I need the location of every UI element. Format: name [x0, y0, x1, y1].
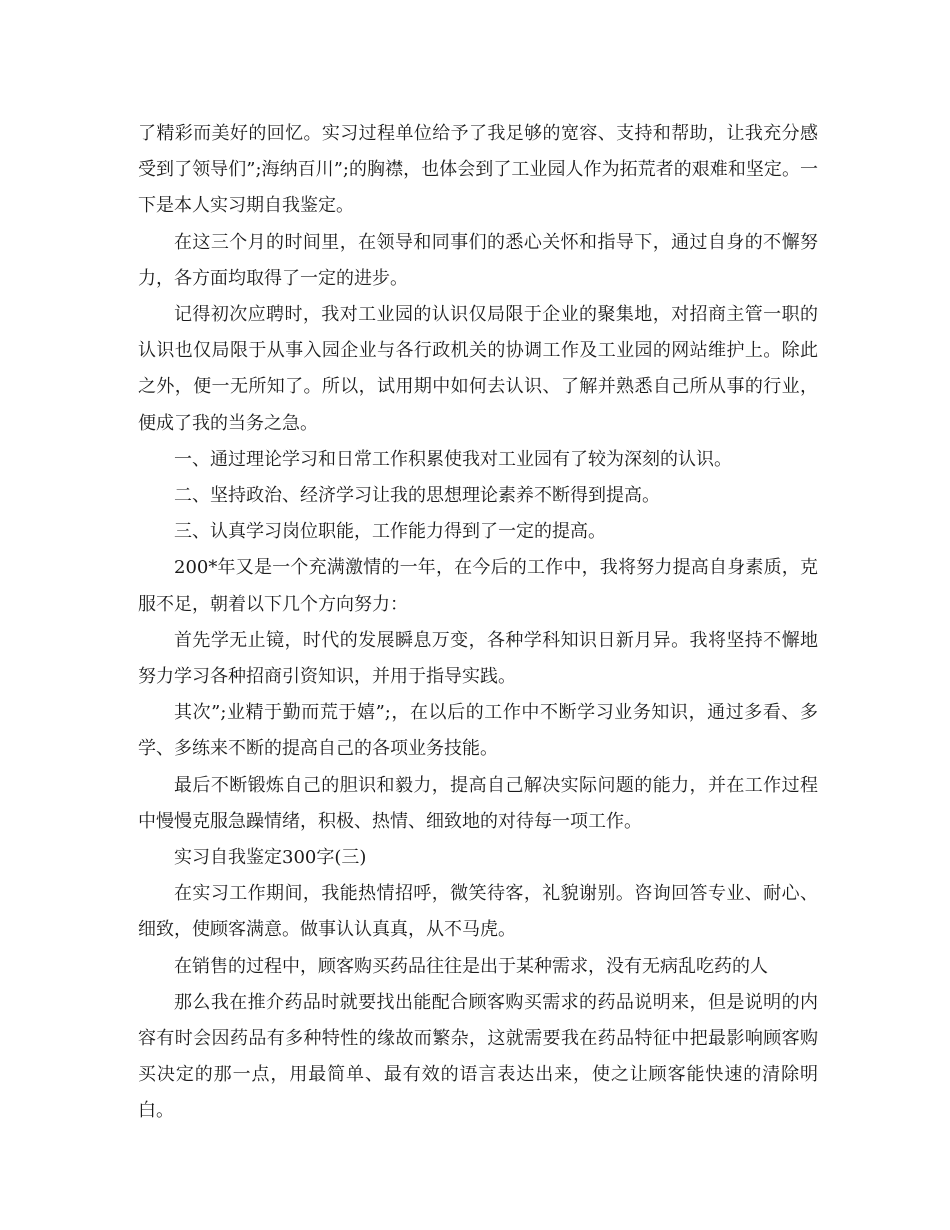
paragraph-9: 其次”;业精于勤而荒于嬉”;，在以后的工作中不断学习业务知识，通过多看、多学、多练来不断的提高自己的各项业务技能。: [138, 702, 818, 760]
paragraph-14: 那么我在推介药品时就要找出能配合顾客购买需求的药品说明来，但是说明的内容有时会因药品有多种特性的缘故而繁杂，这就需要我在药品特征中把最影响顾客购买决定的那一点，用最简单、最有效的语言表达出来，使之让顾客能快速的清除明白。: [138, 991, 818, 1122]
paragraph-7: 200*年又是一个充满激情的一年，在今后的工作中，我将努力提高自身素质，克服不足，朝着以下几个方向努力：: [138, 557, 818, 615]
paragraph-3: 记得初次应聘时，我对工业园的认识仅局限于企业的聚集地，对招商主管一职的认识也仅局限于从事入园企业与各行政机关的协调工作及工业园的网站维护上。除此之外，便一无所知了。所以，试用期中如何去认识、了解并熟悉自己所从事的行业，便成了我的当务之急。: [138, 304, 818, 434]
paragraph-10: 最后不断锻炼自己的胆识和毅力，提高自己解决实际问题的能力，并在工作过程中慢慢克服急躁情绪，积极、热情、细致地的对待每一项工作。: [138, 774, 818, 832]
paragraph-6: 三、认真学习岗位职能，工作能力得到了一定的提高。: [174, 521, 606, 543]
section-heading: 实习自我鉴定300字(三): [174, 847, 367, 869]
paragraph-13: 在销售的过程中，顾客购买药品往往是出于某种需求，没有无病乱吃药的人: [174, 955, 768, 977]
paragraph-2: 在这三个月的时间里，在领导和同事们的悉心关怀和指导下，通过自身的不懈努力，各方面均取得了一定的进步。: [138, 231, 818, 289]
paragraph-4: 一、通过理论学习和日常工作积累使我对工业园有了较为深刻的认识。: [174, 448, 732, 470]
paragraph-1: 了精彩而美好的回忆。实习过程单位给予了我足够的宽容、支持和帮助，让我充分感受到了领导们”;海纳百川”;的胸襟，也体会到了工业园人作为拓荒者的艰难和坚定。一下是本人实习期自我鉴定。: [138, 123, 818, 217]
paragraph-12: 在实习工作期间，我能热情招呼，微笑待客，礼貌谢别。咨询回答专业、耐心、细致，使顾客满意。做事认认真真，从不马虎。: [138, 883, 818, 941]
document-body: [138, 116, 818, 1130]
paragraph-8: 首先学无止镜，时代的发展瞬息万变，各种学科知识日新月异。我将坚持不懈地努力学习各种招商引资知识，并用于指导实践。: [138, 629, 818, 688]
paragraph-5: 二、坚持政治、经济学习让我的思想理论素养不断得到提高。: [174, 485, 660, 507]
